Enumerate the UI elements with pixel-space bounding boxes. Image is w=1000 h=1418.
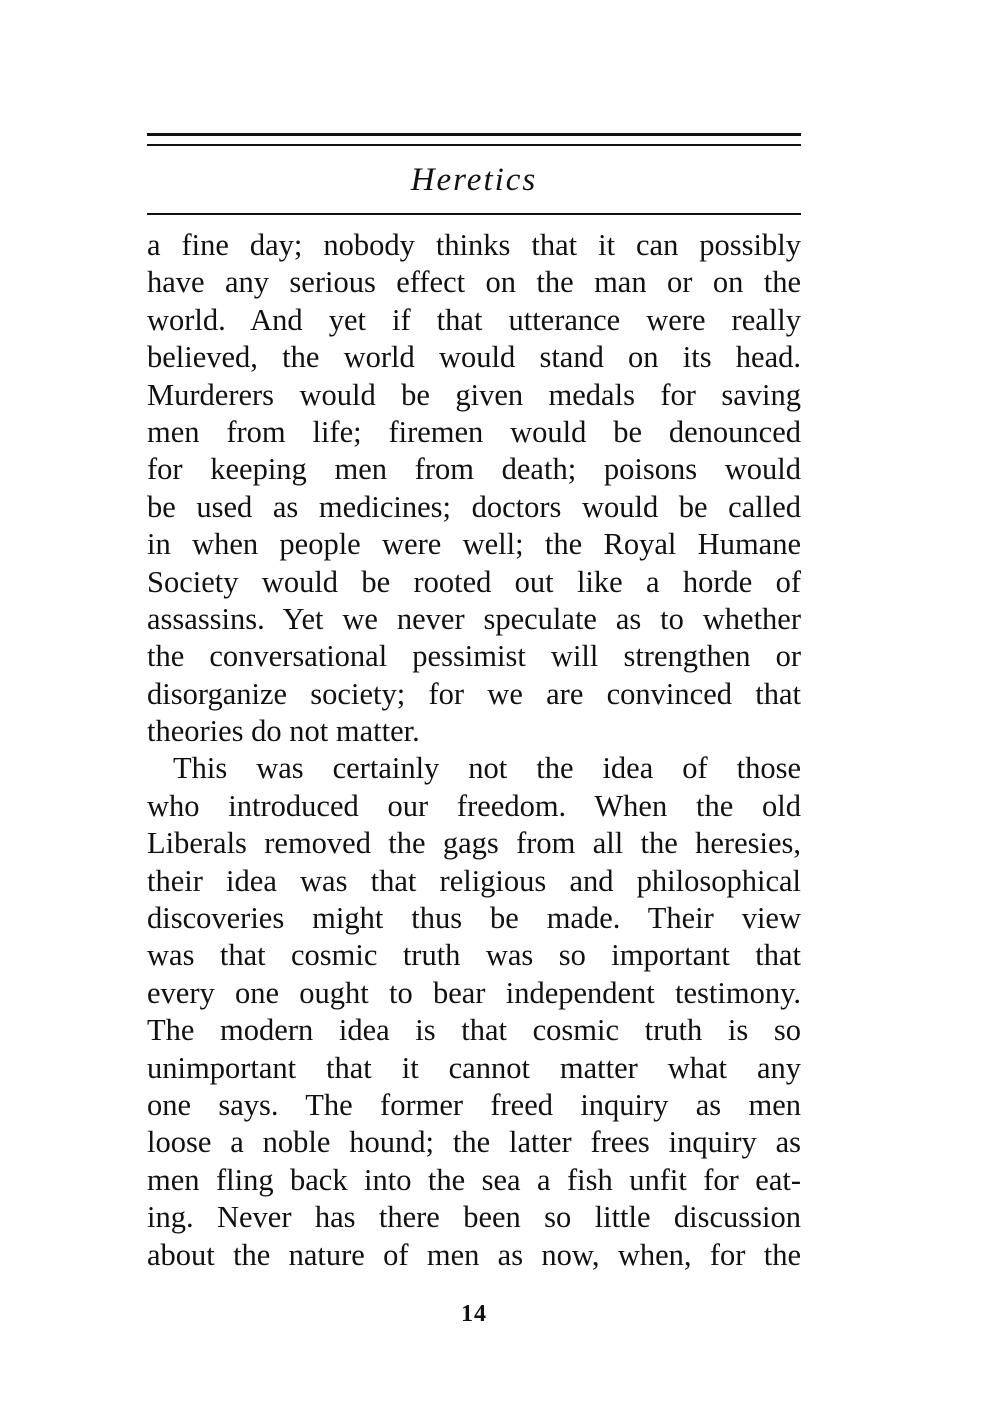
book-page [147,130,801,1330]
text-line: discoveries might thus be made. Their view [147,901,801,936]
body-text [147,227,801,1274]
header-rule-bottom [147,213,801,215]
text-line: unimportant that it cannot matter what any [147,1050,801,1085]
text-line: for keeping men from death; poisons would [147,452,801,487]
text-line: Society would be rooted out like a horde of [147,564,801,599]
text-line: assassins. Yet we never speculate as to whether [147,601,801,636]
text-line: men from life; firemen would be denounced [147,414,801,449]
running-title: Heretics [410,162,538,198]
text-line: The modern idea is that cosmic truth is so [147,1013,801,1048]
text-line: Murderers would be given medals for saving [147,377,801,412]
page-number: 14 [461,1301,487,1327]
text-line: was that cosmic truth was so important that [147,938,801,973]
text-line: every one ought to bear independent testimony. [147,975,801,1010]
text-line: men fling back into the sea a fish unfit for eat- [147,1162,801,1197]
text-line: in when people were well; the Royal Humane [147,527,801,562]
header-rule-top [147,133,801,136]
text-line: loose a noble hound; the latter frees inquiry as [147,1125,801,1160]
text-line: about the nature of men as now, when, for the [147,1237,801,1272]
text-line: their idea was that religious and philosophical [147,863,801,898]
text-line: a fine day; nobody thinks that it can possibly [147,228,801,262]
text-line: have any serious effect on the man or on the [147,265,801,300]
header-rule-second [147,144,801,146]
text-line: one says. The former freed inquiry as men [147,1087,801,1122]
text-line: ing. Never has there been so little discussion [147,1200,801,1235]
text-line: believed, the world would stand on its head. [147,340,801,375]
text-line: Liberals removed the gags from all the heresies, [147,826,801,861]
text-line: who introduced our freedom. When the old [147,788,801,823]
text-line: be used as medicines; doctors would be called [147,489,801,524]
text-line: disorganize society; for we are convinced that [147,676,801,711]
paragraph-start-line: This was certainly not the idea of those [173,751,801,786]
text-line: the conversational pessimist will strengthen or [147,639,801,674]
paragraph-end-line: theories do not matter. [147,714,420,749]
text-line: world. And yet if that utterance were really [147,302,801,337]
